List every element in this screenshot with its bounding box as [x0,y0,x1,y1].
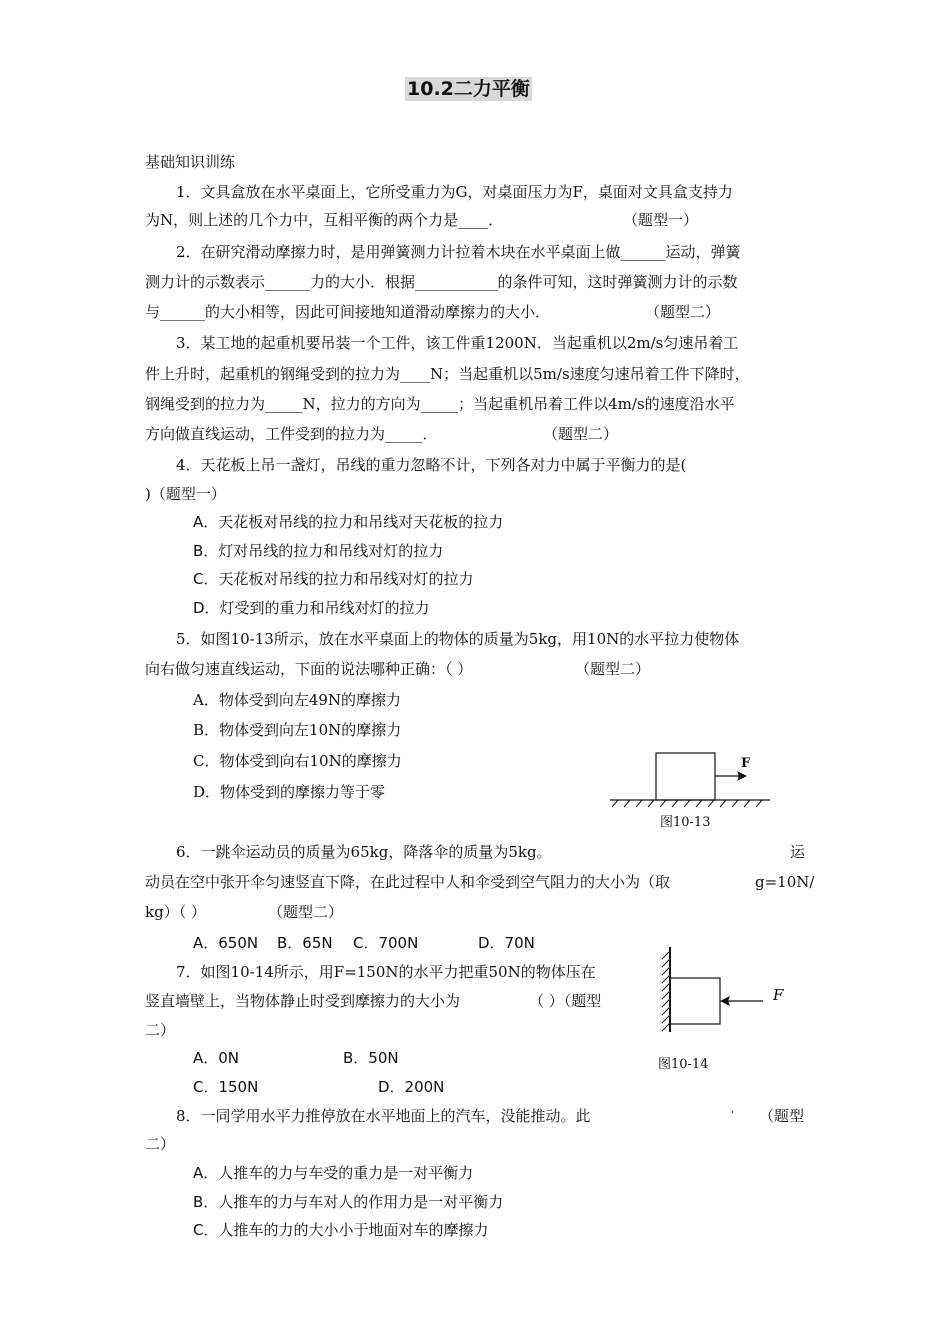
q4-option-d: D．灯受到的重力和吊线对灯的拉力 [193,599,430,617]
q7-option-b: B．50N [343,1049,399,1067]
q7-option-c: C．150N [193,1078,259,1096]
q7-line-2-text: 竖直墙壁上，当物体静止时受到摩擦力的大小为 [145,992,461,1010]
q7-line-1: 7．如图10-14所示，用F=150N的水平力把重50N的物体压在 [176,963,596,981]
q8-fragment: ' [731,1110,734,1121]
q3-line-4 [145,424,619,444]
q6-line-2-tail: g=10N/ [755,873,815,891]
q6-type-tag: （题型二） [268,903,344,921]
q8-line-2: 二） [145,1135,176,1153]
q3-type-tag: （题型二） [543,425,619,443]
q5-option-a: A．物体受到向左49N的摩擦力 [193,691,402,709]
q6-option-c: C．700N [353,934,419,952]
block-shape [656,753,715,800]
q4-option-b: B．灯对吊线的拉力和吊线对灯的拉力 [193,542,444,560]
section-heading: 基础知识训练 [145,153,236,171]
q6-option-b: B．65N [277,934,333,952]
q7-option-d: D．200N [378,1078,445,1096]
q7-option-a: A．0N [193,1049,240,1067]
q2-type-tag: （题型二） [645,303,721,321]
q8-option-b: B．人推车的力与车对人的作用力是一对平衡力 [193,1193,504,1211]
q4-line-2: )（题型一） [145,485,226,503]
q8-option-a: A．人推车的力与车受的重力是一对平衡力 [193,1164,474,1182]
q7-paren-tag: （ ）（题型 [529,992,602,1010]
q1-line-2-text: 为N，则上述的几个力中，互相平衡的两个力是____． [145,211,504,229]
q4-option-a: A．天花板对吊线的拉力和吊线对天花板的拉力 [193,513,504,531]
q6-line-3-text: kg）（ ） [145,903,206,921]
q3-line-3: 钢绳受到的拉力为_____N，拉力的方向为_____；当起重机吊着工件以4m/s的速度沿水平 [145,395,735,413]
q2-line-3-text: 与______的大小相等，因此可间接地知道滑动摩擦力的大小． [145,303,551,321]
q5-line-2-text: 向右做匀速直线运动，下面的说法哪种正确：（ ） [145,660,473,678]
q6-line-3 [145,902,344,922]
q5-type-tag: （题型二） [575,660,651,678]
q8-line-1 [176,1106,805,1126]
q3-line-1: 3．某工地的起重机要吊装一个工件，该工件重1200N．当起重机以2m/s匀速吊着工 [176,334,739,352]
q2-line-1: 2．在研究滑动摩擦力时，是用弹簧测力计拉着木块在水平桌面上做______运动，弹簧 [176,243,741,261]
ground-hatching [612,800,762,807]
q5-line-2 [145,659,651,679]
q1-type-tag: （题型一） [623,211,699,229]
block-shape [670,978,720,1024]
q1-line-2 [145,210,699,230]
q8-line-1-text: 8．一同学用水平力推停放在水平地面上的汽车，没能推动。此 [176,1107,591,1125]
q2-line-3 [145,302,721,322]
force-label: F [741,756,751,771]
figure-10-14 [655,945,795,1035]
q5-option-d: D．物体受到的摩擦力等于零 [193,783,386,801]
force-label: F [773,986,784,1004]
q4-line-1: 4．天花板上吊一盏灯，吊线的重力忽略不计，下列各对力中属于平衡力的是( [176,456,687,474]
q3-line-4-text: 方向做直线运动，工件受到的拉力为_____． [145,425,438,443]
q7-line-2 [145,991,602,1011]
figure-10-13-caption: 图10-13 [660,815,711,830]
q6-option-a: A．650N [193,934,259,952]
q7-line-3: 二） [145,1021,176,1039]
q4-option-c: C．天花板对吊线的拉力和吊线对灯的拉力 [193,570,474,588]
wall-hatching [662,951,670,1031]
figure-10-13 [608,745,773,810]
q5-line-1: 5．如图10-13所示，放在水平桌面上的物体的质量为5kg，用10N的水平拉力使物体 [176,630,740,648]
q6-line-2-text: 动员在空中张开伞匀速竖直下降，在此过程中人和伞受到空气阻力的大小为（取 [145,873,671,891]
figure-10-14-caption: 图10-14 [658,1057,709,1072]
q6-line-1-text: 6．一跳伞运动员的质量为65kg，降落伞的质量为5kg。 [176,843,552,861]
q5-option-b: B．物体受到向左10N的摩擦力 [193,721,402,739]
q1-line-1: 1．文具盒放在水平桌面上，它所受重力为G，对桌面压力为F，桌面对文具盒支持力 [176,183,733,201]
q8-type-tag: （题型 [759,1107,805,1125]
q5-option-c: C．物体受到向右10N的摩擦力 [193,752,402,770]
q3-line-2: 件上升时，起重机的钢绳受到的拉力为____N；当起重机以5m/s速度匀速吊着工件下降时， [145,365,750,383]
q6-line-1-tail: 运 [790,843,806,861]
q6-option-d: D．70N [478,934,535,952]
q2-line-2: 测力计的示数表示______力的大小．根据___________的条件可知，这时弹簧测力计的示数 [145,273,738,291]
q6-line-1 [176,842,806,862]
q8-option-c: C．人推车的力的大小小于地面对车的摩擦力 [193,1221,489,1239]
page-title: 10.2二力平衡 [407,78,530,100]
q6-line-2 [145,872,815,892]
